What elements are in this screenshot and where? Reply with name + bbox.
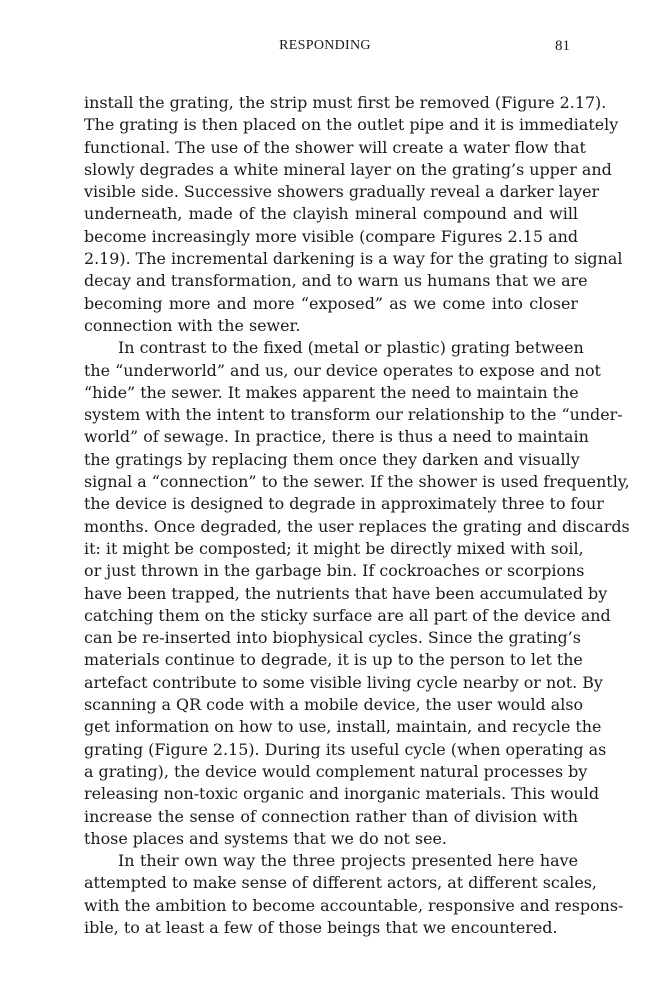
text-line: connection with the sewer. xyxy=(84,315,301,335)
text-line: slowly degrades a white mineral layer on the grating’s upper and xyxy=(84,159,612,179)
paragraph xyxy=(84,850,624,939)
text-line: can be re-inserted into biophysical cycles. Since the grating’s xyxy=(84,628,581,648)
text-line: functional. The use of the shower will create a water flow that xyxy=(84,137,586,157)
paragraph xyxy=(84,92,623,337)
text-line: catching them on the sticky surface are all part of the device and xyxy=(84,605,611,625)
text-line: the “underworld” and us, our device operates to expose and not xyxy=(84,360,601,380)
text-line: world” of sewage. In practice, there is thus a need to maintain xyxy=(84,427,589,447)
text-line: become increasingly more visible (compare Figures 2.15 and xyxy=(84,226,578,246)
text-line: visible side. Successive showers gradually reveal a darker layer xyxy=(84,182,600,202)
text-line: months. Once degraded, the user replaces the grating and discards xyxy=(84,516,630,536)
text-line: 2.19). The incremental darkening is a way for the grating to signal xyxy=(84,249,623,269)
text-line: or just thrown in the garbage bin. If cockroaches or scorpions xyxy=(84,561,585,581)
running-head xyxy=(0,38,650,58)
text-line: The grating is then placed on the outlet pipe and it is immediately xyxy=(84,115,619,135)
text-line: system with the intent to transform our relationship to the “under- xyxy=(84,405,623,425)
text-line: grating (Figure 2.15). During its useful cycle (when operating as xyxy=(84,739,607,759)
text-line: signal a “connection” to the sewer. If the shower is used frequently, xyxy=(84,472,630,492)
text-line: a grating), the device would complement natural processes by xyxy=(84,761,588,781)
text-line: those places and systems that we do not see. xyxy=(84,828,447,848)
text-line: have been trapped, the nutrients that have been accumulated by xyxy=(84,583,608,603)
text-line: it: it might be composted; it might be directly mixed with soil, xyxy=(84,538,584,558)
text-line: the device is designed to degrade in approximately three to four xyxy=(84,494,604,514)
text-line: get information on how to use, install, maintain, and recycle the xyxy=(84,717,602,737)
text-line: artefact contribute to some visible living cycle nearby or not. By xyxy=(84,672,603,692)
body-text xyxy=(84,92,630,939)
text-line: with the ambition to become accountable, responsive and respons- xyxy=(84,895,624,915)
text-line: “hide” the sewer. It makes apparent the need to maintain the xyxy=(84,382,579,402)
text-line: scanning a QR code with a mobile device, the user would also xyxy=(84,695,584,715)
text-line: materials continue to degrade, it is up to the person to let the xyxy=(84,650,583,670)
text-line: In contrast to the fixed (metal or plastic) grating between xyxy=(118,338,584,358)
paragraph xyxy=(84,337,630,850)
text-line: releasing non-toxic organic and inorganic materials. This would xyxy=(84,784,600,804)
text-line: becoming more and more “exposed” as we come into closer xyxy=(84,293,578,313)
text-line: attempted to make sense of different actors, at different scales, xyxy=(84,873,597,893)
text-line: ible, to at least a few of those beings that we encountered. xyxy=(84,917,558,937)
text-line: increase the sense of connection rather than of division with xyxy=(84,806,578,826)
text-line: the gratings by replacing them once they darken and visually xyxy=(84,449,580,469)
text-line: underneath, made of the clayish mineral compound and will xyxy=(84,204,578,224)
page-number: 81 xyxy=(555,38,570,54)
text-line: install the grating, the strip must first be removed (Figure 2.17). xyxy=(84,93,607,112)
text-line: In their own way the three projects presented here have xyxy=(118,851,578,871)
running-title: RESPONDING xyxy=(279,38,371,53)
text-line: decay and transformation, and to warn us humans that we are xyxy=(84,271,588,291)
